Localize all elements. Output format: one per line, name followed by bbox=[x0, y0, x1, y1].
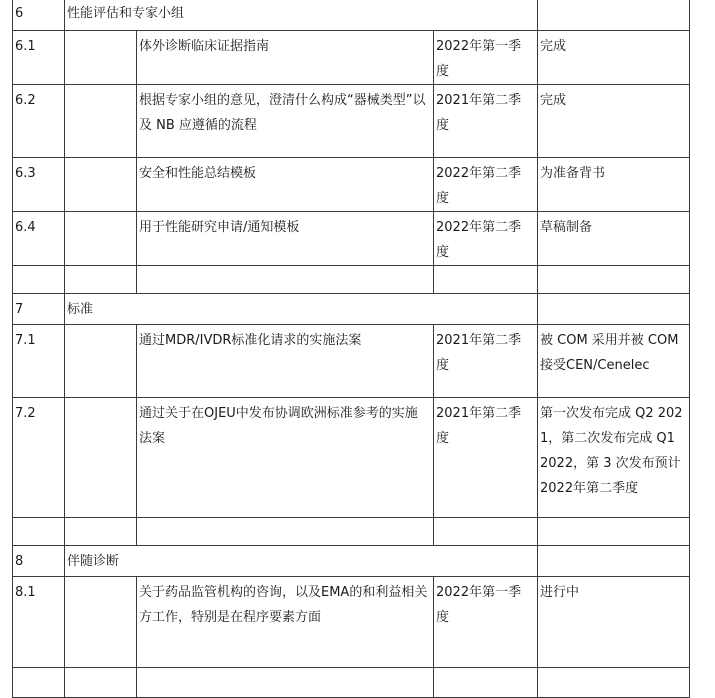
blank-row bbox=[13, 518, 690, 546]
section-number-cell: 7 bbox=[13, 294, 65, 325]
section-title-cell: 性能评估和专家小组 bbox=[65, 0, 538, 31]
section-row bbox=[13, 0, 690, 31]
task-cell: 用于性能研究申请/通知模板 bbox=[137, 212, 434, 266]
item-number-cell: 8.1 bbox=[13, 577, 65, 668]
blank-cell bbox=[13, 668, 65, 698]
status-cell: 草稿制备 bbox=[538, 212, 690, 266]
item-number-cell: 6.2 bbox=[13, 85, 65, 158]
section-title-cell: 标准 bbox=[65, 294, 538, 325]
status-cell: 第一次发布完成 Q2 2021，第二次发布完成 Q1 2022，第 3 次发布预计2022年第二季度 bbox=[538, 398, 690, 518]
table-row bbox=[13, 577, 690, 668]
timeline-cell: 2022年第二季度 bbox=[434, 158, 538, 212]
blank-cell bbox=[137, 266, 434, 294]
work-plan-table bbox=[12, 0, 690, 698]
section-status-cell bbox=[538, 546, 690, 577]
blank-cell bbox=[434, 668, 538, 698]
blank-cell bbox=[137, 668, 434, 698]
blank-cell bbox=[137, 518, 434, 546]
task-cell: 安全和性能总结模板 bbox=[137, 158, 434, 212]
blank-cell bbox=[65, 518, 137, 546]
blank-cell bbox=[13, 266, 65, 294]
owner-cell bbox=[65, 31, 137, 85]
timeline-cell: 2021年第二季度 bbox=[434, 85, 538, 158]
item-number-cell: 7.1 bbox=[13, 325, 65, 398]
table-row bbox=[13, 85, 690, 158]
status-cell: 被 COM 采用并被 COM 接受CEN/Cenelec bbox=[538, 325, 690, 398]
section-number-cell: 6 bbox=[13, 0, 65, 31]
section-status-cell bbox=[538, 0, 690, 31]
task-cell: 通过MDR/IVDR标准化请求的实施法案 bbox=[137, 325, 434, 398]
task-cell: 关于药品监管机构的咨询，以及EMA的和利益相关方工作，特别是在程序要素方面 bbox=[137, 577, 434, 668]
blank-cell bbox=[65, 266, 137, 294]
owner-cell bbox=[65, 398, 137, 518]
timeline-cell: 2022年第一季度 bbox=[434, 31, 538, 85]
section-row bbox=[13, 546, 690, 577]
owner-cell bbox=[65, 212, 137, 266]
section-title-cell: 伴随诊断 bbox=[65, 546, 538, 577]
owner-cell bbox=[65, 325, 137, 398]
task-cell: 通过关于在OJEU中发布协调欧洲标准参考的实施法案 bbox=[137, 398, 434, 518]
timeline-cell: 2022年第一季度 bbox=[434, 577, 538, 668]
owner-cell bbox=[65, 158, 137, 212]
table-row bbox=[13, 212, 690, 266]
timeline-cell: 2022年第二季度 bbox=[434, 212, 538, 266]
section-number-cell: 8 bbox=[13, 546, 65, 577]
timeline-cell: 2021年第二季度 bbox=[434, 325, 538, 398]
blank-cell bbox=[538, 518, 690, 546]
blank-row bbox=[13, 668, 690, 698]
blank-cell bbox=[434, 518, 538, 546]
section-status-cell bbox=[538, 294, 690, 325]
status-cell: 完成 bbox=[538, 85, 690, 158]
section-row bbox=[13, 294, 690, 325]
blank-cell bbox=[434, 266, 538, 294]
status-cell: 为准备背书 bbox=[538, 158, 690, 212]
item-number-cell: 6.1 bbox=[13, 31, 65, 85]
table-body bbox=[13, 0, 690, 698]
owner-cell bbox=[65, 85, 137, 158]
task-cell: 体外诊断临床证据指南 bbox=[137, 31, 434, 85]
table-row bbox=[13, 31, 690, 85]
table-row bbox=[13, 325, 690, 398]
task-cell: 根据专家小组的意见，澄清什么构成“器械类型”以及 NB 应遵循的流程 bbox=[137, 85, 434, 158]
blank-cell bbox=[538, 668, 690, 698]
status-cell: 完成 bbox=[538, 31, 690, 85]
timeline-cell: 2021年第二季度 bbox=[434, 398, 538, 518]
table-row bbox=[13, 398, 690, 518]
blank-cell bbox=[65, 668, 137, 698]
table-row bbox=[13, 158, 690, 212]
blank-cell bbox=[13, 518, 65, 546]
item-number-cell: 7.2 bbox=[13, 398, 65, 518]
status-cell: 进行中 bbox=[538, 577, 690, 668]
item-number-cell: 6.4 bbox=[13, 212, 65, 266]
owner-cell bbox=[65, 577, 137, 668]
blank-cell bbox=[538, 266, 690, 294]
blank-row bbox=[13, 266, 690, 294]
item-number-cell: 6.3 bbox=[13, 158, 65, 212]
